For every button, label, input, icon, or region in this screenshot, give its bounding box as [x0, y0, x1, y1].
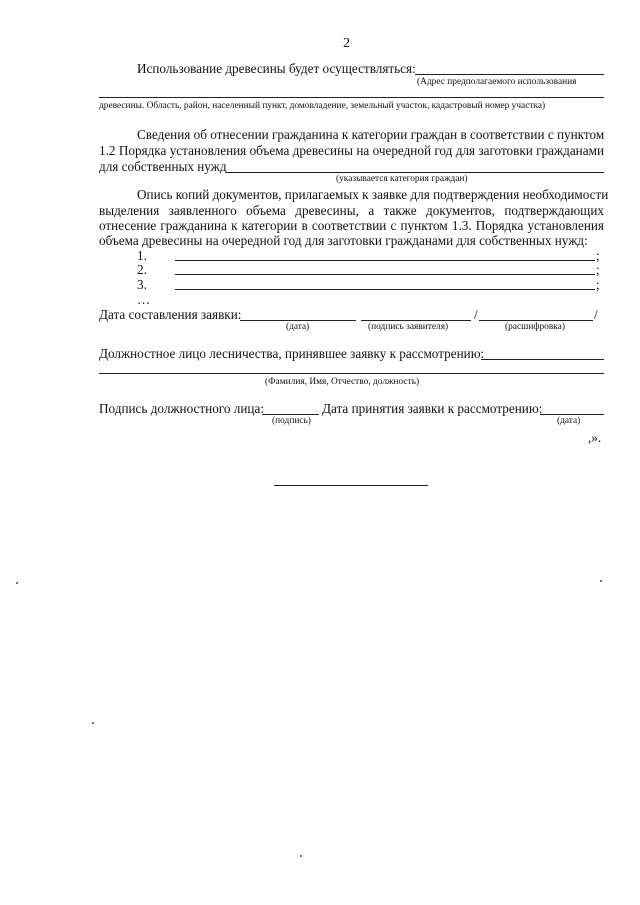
- category-line-2: 1.2 Порядка установления объема древесины на очередной год для заготовки гражданами: [99, 143, 604, 158]
- end-divider: [274, 485, 428, 486]
- page-number: 2: [343, 36, 350, 51]
- list-item-end: ;: [596, 248, 600, 263]
- official-signature-hint: (подпись): [272, 416, 311, 426]
- inventory-line-1: Опись копий документов, прилагаемых к заявке для подтверждения необходимости: [137, 187, 609, 202]
- slash-separator: /: [594, 307, 598, 322]
- list-item-end: ;: [596, 277, 600, 292]
- usage-field-line-2[interactable]: [99, 97, 604, 98]
- category-line-1: Сведения об отнесении гражданина к категории граждан в соответствии с пунктом: [137, 127, 605, 142]
- decode-field-line[interactable]: [479, 320, 593, 321]
- accept-date-label: Дата принятия заявки к рассмотрению:: [322, 401, 543, 416]
- slash-separator: /: [474, 307, 478, 322]
- list-item-end: ;: [596, 262, 600, 277]
- category-hint: (указывается категория граждан): [336, 174, 468, 184]
- list-item-number: 2.: [137, 262, 147, 277]
- usage-hint-cont: древесины. Область, район, населенный пункт, домовладение, земельный участок, кадастровый номер участка): [99, 101, 546, 111]
- official-label: Должностное лицо лесничества, принявшее заявку к рассмотрению:: [99, 346, 485, 361]
- decode-hint: (расшифровка): [505, 322, 565, 332]
- scan-speck: [16, 582, 18, 584]
- category-line-3: для собственных нужд: [99, 159, 227, 174]
- accept-date-line[interactable]: [540, 414, 604, 415]
- closing-mark: ,».: [588, 430, 602, 445]
- list-item-ellipsis: …: [137, 292, 151, 307]
- date-hint: (дата): [286, 322, 310, 332]
- list-item-line[interactable]: [175, 260, 595, 261]
- scan-speck: [600, 580, 602, 582]
- official-field-line[interactable]: [481, 359, 604, 360]
- official-hint: (Фамилия, Имя, Отчество, должность): [265, 377, 420, 387]
- official-field-line-2[interactable]: [99, 373, 604, 374]
- scan-speck: [300, 855, 302, 857]
- official-signature-label: Подпись должностного лица:: [99, 401, 264, 416]
- inventory-line-2: выделения заявленного объема древесины, а также документов, подтверждающих: [99, 203, 604, 218]
- inventory-line-3: отнесение гражданина к категории в соответствии с пунктом 1.3. Порядка установления: [99, 218, 604, 233]
- usage-field-line[interactable]: [415, 74, 604, 75]
- date-field-line[interactable]: [240, 320, 356, 321]
- signature-hint: (подпись заявителя): [368, 322, 449, 332]
- scan-speck: [92, 722, 94, 724]
- list-item-number: 3.: [137, 277, 147, 292]
- list-item-line[interactable]: [175, 289, 595, 290]
- signature-field-line[interactable]: [361, 320, 471, 321]
- usage-hint: (Адрес предполагаемого использования: [417, 77, 577, 87]
- list-item-number: 1.: [137, 248, 147, 263]
- date-label: Дата составления заявки:: [99, 307, 242, 322]
- official-signature-line[interactable]: [262, 414, 319, 415]
- usage-label: Использование древесины будет осуществляться:: [137, 61, 416, 76]
- category-field-line[interactable]: [226, 172, 604, 173]
- accept-date-hint: (дата): [557, 416, 581, 426]
- inventory-line-4: объема древесины на очередной год для заготовки гражданами для собственных нужд:: [99, 233, 588, 248]
- list-item-line[interactable]: [175, 274, 595, 275]
